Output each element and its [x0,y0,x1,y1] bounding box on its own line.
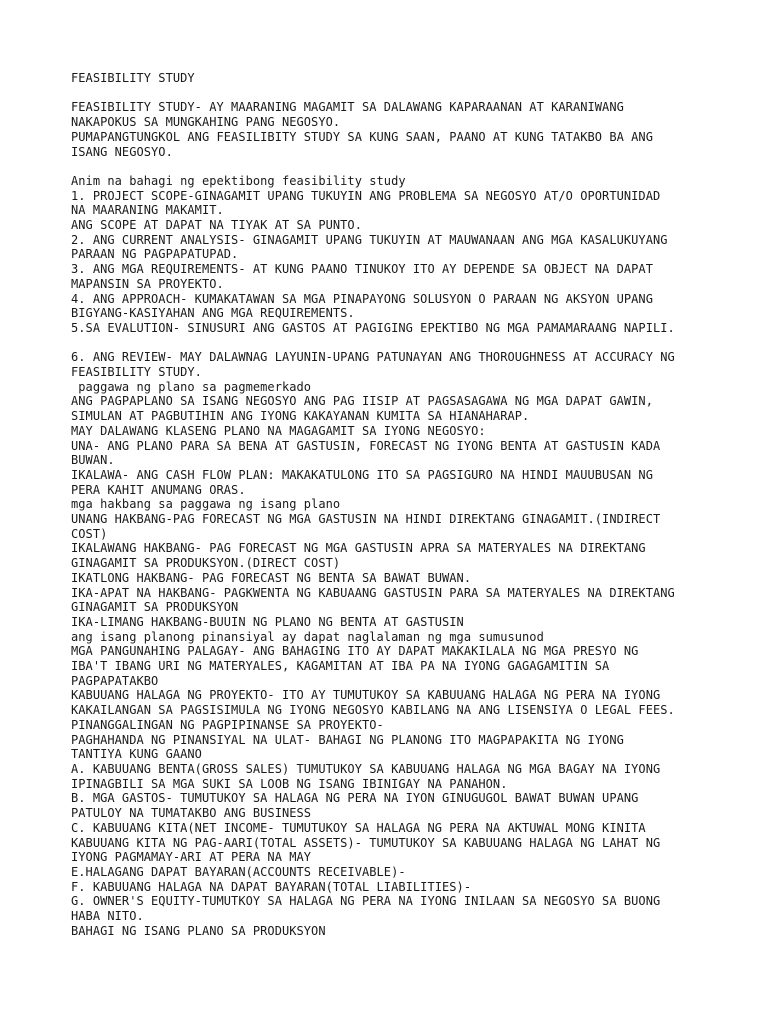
text-line: TANTIYA KUNG GAANO [71,747,202,762]
text-line: PERA KAHIT ANUMANG ORAS. [71,482,246,497]
text-line: HABA NITO. [71,909,144,924]
spacer [71,159,711,174]
text-line: IKATLONG HAKBANG- PAG FORECAST NG BENTA SA BAWAT BUWAN. [71,570,472,585]
text-line: BIGYANG-KASIYAHAN ANG MGA REQUIREMENTS. [71,306,355,321]
spacer [71,336,711,351]
text-line: MAPANSIN SA PROYEKTO. [71,276,224,291]
text-line: IKALAWA- ANG CASH FLOW PLAN: MAKAKATULONG ITO SA PAGSIGURO NA HINDI MAUUBUSAN NG [71,467,653,482]
text-line: KABUUANG KITA NG PAG-AARI(TOTAL ASSETS)- TUMUTUKOY SA KABUUANG HALAGA NG LAHAT NG [71,835,661,850]
text-line: FEASIBILITY STUDY- AY MAARANING MAGAMIT SA DALAWANG KAPARAANAN AT KARANIWANG [71,100,624,115]
text-line: 1. PROJECT SCOPE-GINAGAMIT UPANG TUKUYIN ANG PROBLEMA SA NEGOSYO AT/O OPORTUNIDAD [71,188,661,203]
text-line: FEASIBILITY STUDY. [71,365,202,380]
text-line: ISANG NEGOSYO. [71,144,173,159]
text-line: 5.SA EVALUTION- SINUSURI ANG GASTOS AT PAGIGING EPEKTIBO NG MGA PAMAMARAANG NAPILI. [71,320,675,335]
text-line: mga hakbang sa paggawa ng isang plano [71,497,341,512]
text-line: Anim na bahagi ng epektibong feasibility study [71,173,406,188]
text-line: E.HALAGANG DAPAT BAYARAN(ACCOUNTS RECEIVABLE)- [71,864,406,879]
document-page [71,71,711,938]
text-line: IKA-APAT NA HAKBANG- PAGKWENTA NG KABUAANG GASTUSIN PARA SA MATERYALES NA DIREKTANG [71,585,675,600]
text-line: KABUUANG HALAGA NG PROYEKTO- ITO AY TUMUTUKOY SA KABUUANG HALAGA NG PERA NA IYONG [71,688,661,703]
text-line: IKALAWANG HAKBANG- PAG FORECAST NG MGA GASTUSIN APRA SA MATERYALES NA DIREKTANG [71,541,646,556]
text-line: BAHAGI NG ISANG PLANO SA PRODUKSYON [71,923,326,938]
intro-block [71,100,711,159]
text-line: MGA PANGUNAHING PALAGAY- ANG BAHAGING ITO AY DAPAT MAKAKILALA NG MGA PRESYO NG [71,644,639,659]
text-line: GINAGAMIT SA PRODUKSYON.(DIRECT COST) [71,556,341,571]
text-line: PINANGGALINGAN NG PAGPIPINANSE SA PROYEKTO- [71,717,384,732]
spacer [71,86,711,101]
text-line: NAKAPOKUS SA MUNGKAHING PANG NEGOSYO. [71,115,341,130]
text-line: UNANG HAKBANG-PAG FORECAST NG MGA GASTUSIN NA HINDI DIREKTANG GINAGAMIT.(INDIRECT [71,512,661,527]
text-line: IBA'T IBANG URI NG MATERYALES, KAGAMITAN AT IBA PA NA IYONG GAGAGAMITIN SA [71,659,610,674]
text-line: paggawa ng plano sa pagmemerkado [71,379,312,394]
text-line: UNA- ANG PLANO PARA SA BENA AT GASTUSIN, FORECAST NG IYONG BENTA AT GASTUSIN KADA [71,438,661,453]
text-line: PUMAPANGTUNGKOL ANG FEASILIBITY STUDY SA KUNG SAAN, PAANO AT KUNG TATAKBO BA ANG [71,129,653,144]
text-line: PATULOY NA TUMATAKBO ANG BUSINESS [71,806,312,821]
text-line: IYONG PAGMAMAY-ARI AT PERA NA MAY [71,850,312,865]
text-line: G. OWNER'S EQUITY-TUMUTKOY SA HALAGA NG PERA NA IYONG INILAAN SA NEGOSYO SA BUONG [71,894,661,909]
text-line: A. KABUUANG BENTA(GROSS SALES) TUMUTUKOY SA KABUUANG HALAGA NG MGA BAGAY NA IYONG [71,762,661,776]
text-line: IKA-LIMANG HAKBANG-BUUIN NG PLANO NG BENTA AT GASTUSIN [71,614,464,629]
text-line: COST) [71,526,108,541]
text-line: NA MAARANING MAKAMIT. [71,203,224,218]
text-line: PAGHAHANDA NG PINANSIYAL NA ULAT- BAHAGI NG PLANONG ITO MAGPAPAKITA NG IYONG [71,732,624,747]
rest-block [71,350,711,938]
text-line: C. KABUUANG KITA(NET INCOME- TUMUTUKOY SA HALAGA NG PERA NA AKTUWAL MONG KINITA [71,820,646,835]
parts-block [71,174,711,336]
text-line: PAGPAPATAKBO [71,673,159,688]
text-line: PARAAN NG PAGPAPATUPAD. [71,247,239,262]
text-line: 2. ANG CURRENT ANALYSIS- GINAGAMIT UPANG TUKUYIN AT MAUWANAAN ANG MGA KASALUKUYANG [71,232,668,247]
text-line: 3. ANG MGA REQUIREMENTS- AT KUNG PAANO TINUKOY ITO AY DEPENDE SA OBJECT NA DAPAT [71,262,653,277]
text-line: BUWAN. [71,453,115,468]
text-line: F. KABUUANG HALAGA NA DAPAT BAYARAN(TOTAL LIABILITIES)- [71,879,472,894]
text-line: SIMULAN AT PAGBUTIHIN ANG IYONG KAKAYANAN KUMITA SA HIANAHARAP. [71,409,530,424]
text-line: IPINAGBILI SA MGA SUKI SA LOOB NG ISANG IBINIGAY NA PANAHON. [71,776,508,791]
text-line: ANG SCOPE AT DAPAT NA TIYAK AT SA PUNTO. [71,218,362,232]
text-line: KAKAILANGAN SA PAGSISIMULA NG IYONG NEGOSYO KABILANG NA ANG LISENSIYA O LEGAL FEES. [71,703,675,718]
document-title: FEASIBILITY STUDY [71,71,195,85]
text-line: ang isang planong pinansiyal ay dapat naglalaman ng mga sumusunod [71,629,544,644]
text-line: ANG PAGPAPLANO SA ISANG NEGOSYO ANG PAG IISIP AT PAGSASAGAWA NG MGA DAPAT GAWIN, [71,394,653,409]
text-line: MAY DALAWANG KLASENG PLANO NA MAGAGAMIT SA IYONG NEGOSYO: [71,423,486,438]
text-line: 6. ANG REVIEW- MAY DALAWNAG LAYUNIN-UPANG PATUNAYAN ANG THOROUGHNESS AT ACCURACY NG [71,350,675,365]
text-line: GINAGAMIT SA PRODUKSYON [71,600,239,615]
text-line: B. MGA GASTOS- TUMUTUKOY SA HALAGA NG PERA NA IYON GINUGUGOL BAWAT BUWAN UPANG [71,791,639,806]
text-line: 4. ANG APPROACH- KUMAKATAWAN SA MGA PINAPAYONG SOLUSYON O PARAAN NG AKSYON UPANG [71,291,653,306]
